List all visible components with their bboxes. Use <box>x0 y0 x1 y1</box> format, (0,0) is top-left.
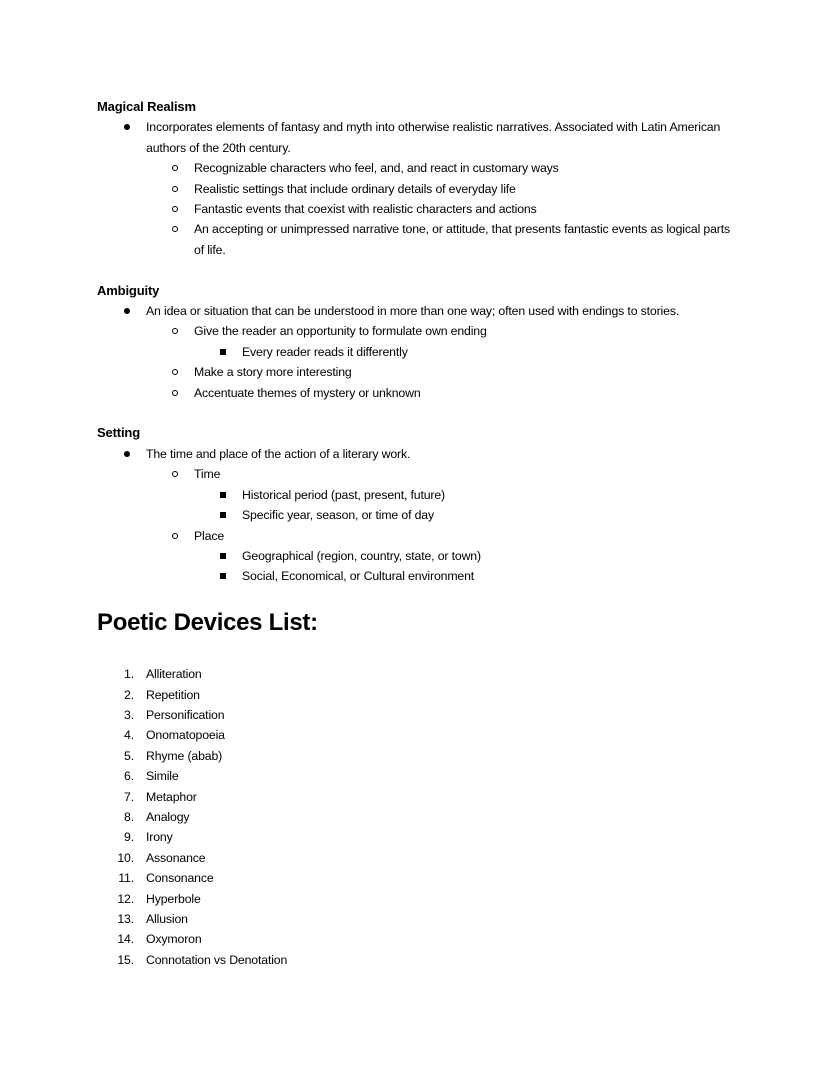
numbered-list-item <box>97 725 737 745</box>
numbered-list-item <box>97 950 737 970</box>
section-heading: Magical Realism <box>97 99 196 114</box>
bullet-item-text: Historical period (past, present, future) <box>242 487 445 502</box>
circle-bullet-icon <box>172 533 178 539</box>
square-bullet-icon <box>220 573 226 579</box>
bullet-item-text: Specific year, season, or time of day <box>242 508 434 523</box>
poetic-devices-heading: Poetic Devices List: <box>97 609 318 637</box>
numbered-item-text: Consonance <box>146 871 214 886</box>
poetic-devices-list <box>97 664 737 970</box>
numbered-item-text: Hyperbole <box>146 891 201 906</box>
bullet-item <box>97 179 737 199</box>
bullet-item-text: Give the reader an opportunity to formulate own ending <box>194 324 487 339</box>
section-heading: Setting <box>97 425 141 441</box>
numbered-list-item <box>97 868 737 888</box>
list-number: 12. <box>117 891 134 906</box>
section-setting <box>97 423 737 586</box>
bullet-item <box>97 321 737 341</box>
bullet-item-text: Realistic settings that include ordinary details of everyday life <box>194 181 516 196</box>
bullet-item <box>97 546 737 566</box>
numbered-list-item <box>97 787 737 807</box>
numbered-list-item <box>97 664 737 684</box>
bullet-item <box>97 526 737 546</box>
numbered-item-text: Connotation vs Denotation <box>146 952 288 967</box>
bullet-item-text: Place <box>194 528 225 543</box>
list-number: 6. <box>124 769 134 784</box>
section-ambiguity <box>97 281 737 403</box>
bullet-item-text: Time <box>194 467 221 482</box>
numbered-item-text: Personification <box>146 707 225 722</box>
numbered-item-text: Onomatopoeia <box>146 728 225 743</box>
list-number: 11. <box>118 871 134 886</box>
bullet-item <box>97 444 737 464</box>
numbered-item-text: Repetition <box>146 687 200 702</box>
notes-sections <box>97 97 737 587</box>
bullet-item <box>97 342 737 362</box>
bullet-item-text: An accepting or unimpressed narrative tone, or attitude, that presents fantastic events as logical parts of life. <box>194 222 731 257</box>
list-number: 7. <box>124 789 134 804</box>
bullet-item-text: Geographical (region, country, state, or town) <box>242 548 481 563</box>
section-magical-realism <box>97 97 737 260</box>
numbered-list-item <box>97 705 737 725</box>
bullet-item-text: An idea or situation that can be understood in more than one way; often used with endings to stories. <box>146 304 680 319</box>
list-number: 2. <box>124 687 134 702</box>
bullet-item-text: Fantastic events that coexist with realistic characters and actions <box>194 202 537 217</box>
numbered-list-item <box>97 766 737 786</box>
bullet-item-text: Recognizable characters who feel, and, and react in customary ways <box>194 161 559 176</box>
list-number: 15. <box>117 952 134 967</box>
bullet-item <box>97 199 737 219</box>
list-number: 3. <box>124 707 134 722</box>
bullet-item <box>97 301 737 321</box>
numbered-item-text: Alliteration <box>146 667 202 682</box>
circle-bullet-icon <box>172 390 178 396</box>
list-number: 9. <box>124 830 134 845</box>
numbered-item-text: Assonance <box>146 850 206 865</box>
circle-bullet-icon <box>172 206 178 212</box>
section-heading: Ambiguity <box>97 282 160 298</box>
bullet-item <box>97 219 737 260</box>
circle-bullet-icon <box>172 186 178 192</box>
disc-bullet-icon <box>124 451 130 457</box>
circle-bullet-icon <box>172 165 178 171</box>
bullet-item-text: The time and place of the action of a literary work. <box>146 446 411 461</box>
numbered-item-text: Rhyme (abab) <box>146 748 223 763</box>
numbered-list-item <box>97 929 737 949</box>
list-number: 13. <box>117 911 134 926</box>
list-number: 10. <box>117 850 134 865</box>
numbered-list-item <box>97 909 737 929</box>
list-number: 14. <box>117 932 134 947</box>
numbered-item-text: Oxymoron <box>146 932 202 947</box>
square-bullet-icon <box>220 512 226 518</box>
numbered-item-text: Analogy <box>146 809 190 824</box>
numbered-list-item <box>97 848 737 868</box>
bullet-item <box>97 485 737 505</box>
numbered-item-text: Allusion <box>146 911 188 926</box>
numbered-list-item <box>97 827 737 847</box>
bullet-item-text: Make a story more interesting <box>194 365 352 380</box>
bullet-item <box>97 505 737 525</box>
numbered-list-item <box>97 685 737 705</box>
numbered-item-text: Irony <box>146 830 173 845</box>
list-number: 5. <box>124 748 134 763</box>
circle-bullet-icon <box>172 471 178 477</box>
bullet-item <box>97 383 737 403</box>
square-bullet-icon <box>220 492 226 498</box>
numbered-item-text: Simile <box>146 769 179 784</box>
numbered-list-item <box>97 746 737 766</box>
square-bullet-icon <box>220 349 226 355</box>
bullet-item-text: Social, Economical, or Cultural environment <box>242 569 475 584</box>
list-number: 4. <box>124 728 134 743</box>
list-number: 8. <box>124 809 134 824</box>
numbered-list-item <box>97 889 737 909</box>
bullet-item <box>97 158 737 178</box>
disc-bullet-icon <box>124 308 130 314</box>
bullet-item-text: Accentuate themes of mystery or unknown <box>194 385 421 400</box>
square-bullet-icon <box>220 553 226 559</box>
bullet-item-text: Incorporates elements of fantasy and myth into otherwise realistic narratives. Associated with Latin American authors of the 20th century. <box>146 120 721 155</box>
bullet-item <box>97 464 737 484</box>
disc-bullet-icon <box>124 124 130 130</box>
bullet-item <box>97 362 737 382</box>
circle-bullet-icon <box>172 226 178 232</box>
numbered-list-item <box>97 807 737 827</box>
list-number: 1. <box>124 667 134 682</box>
numbered-item-text: Metaphor <box>146 789 197 804</box>
bullet-item-text: Every reader reads it differently <box>242 344 408 359</box>
bullet-item <box>97 566 737 586</box>
bullet-item <box>97 117 737 158</box>
circle-bullet-icon <box>172 328 178 334</box>
circle-bullet-icon <box>172 369 178 375</box>
